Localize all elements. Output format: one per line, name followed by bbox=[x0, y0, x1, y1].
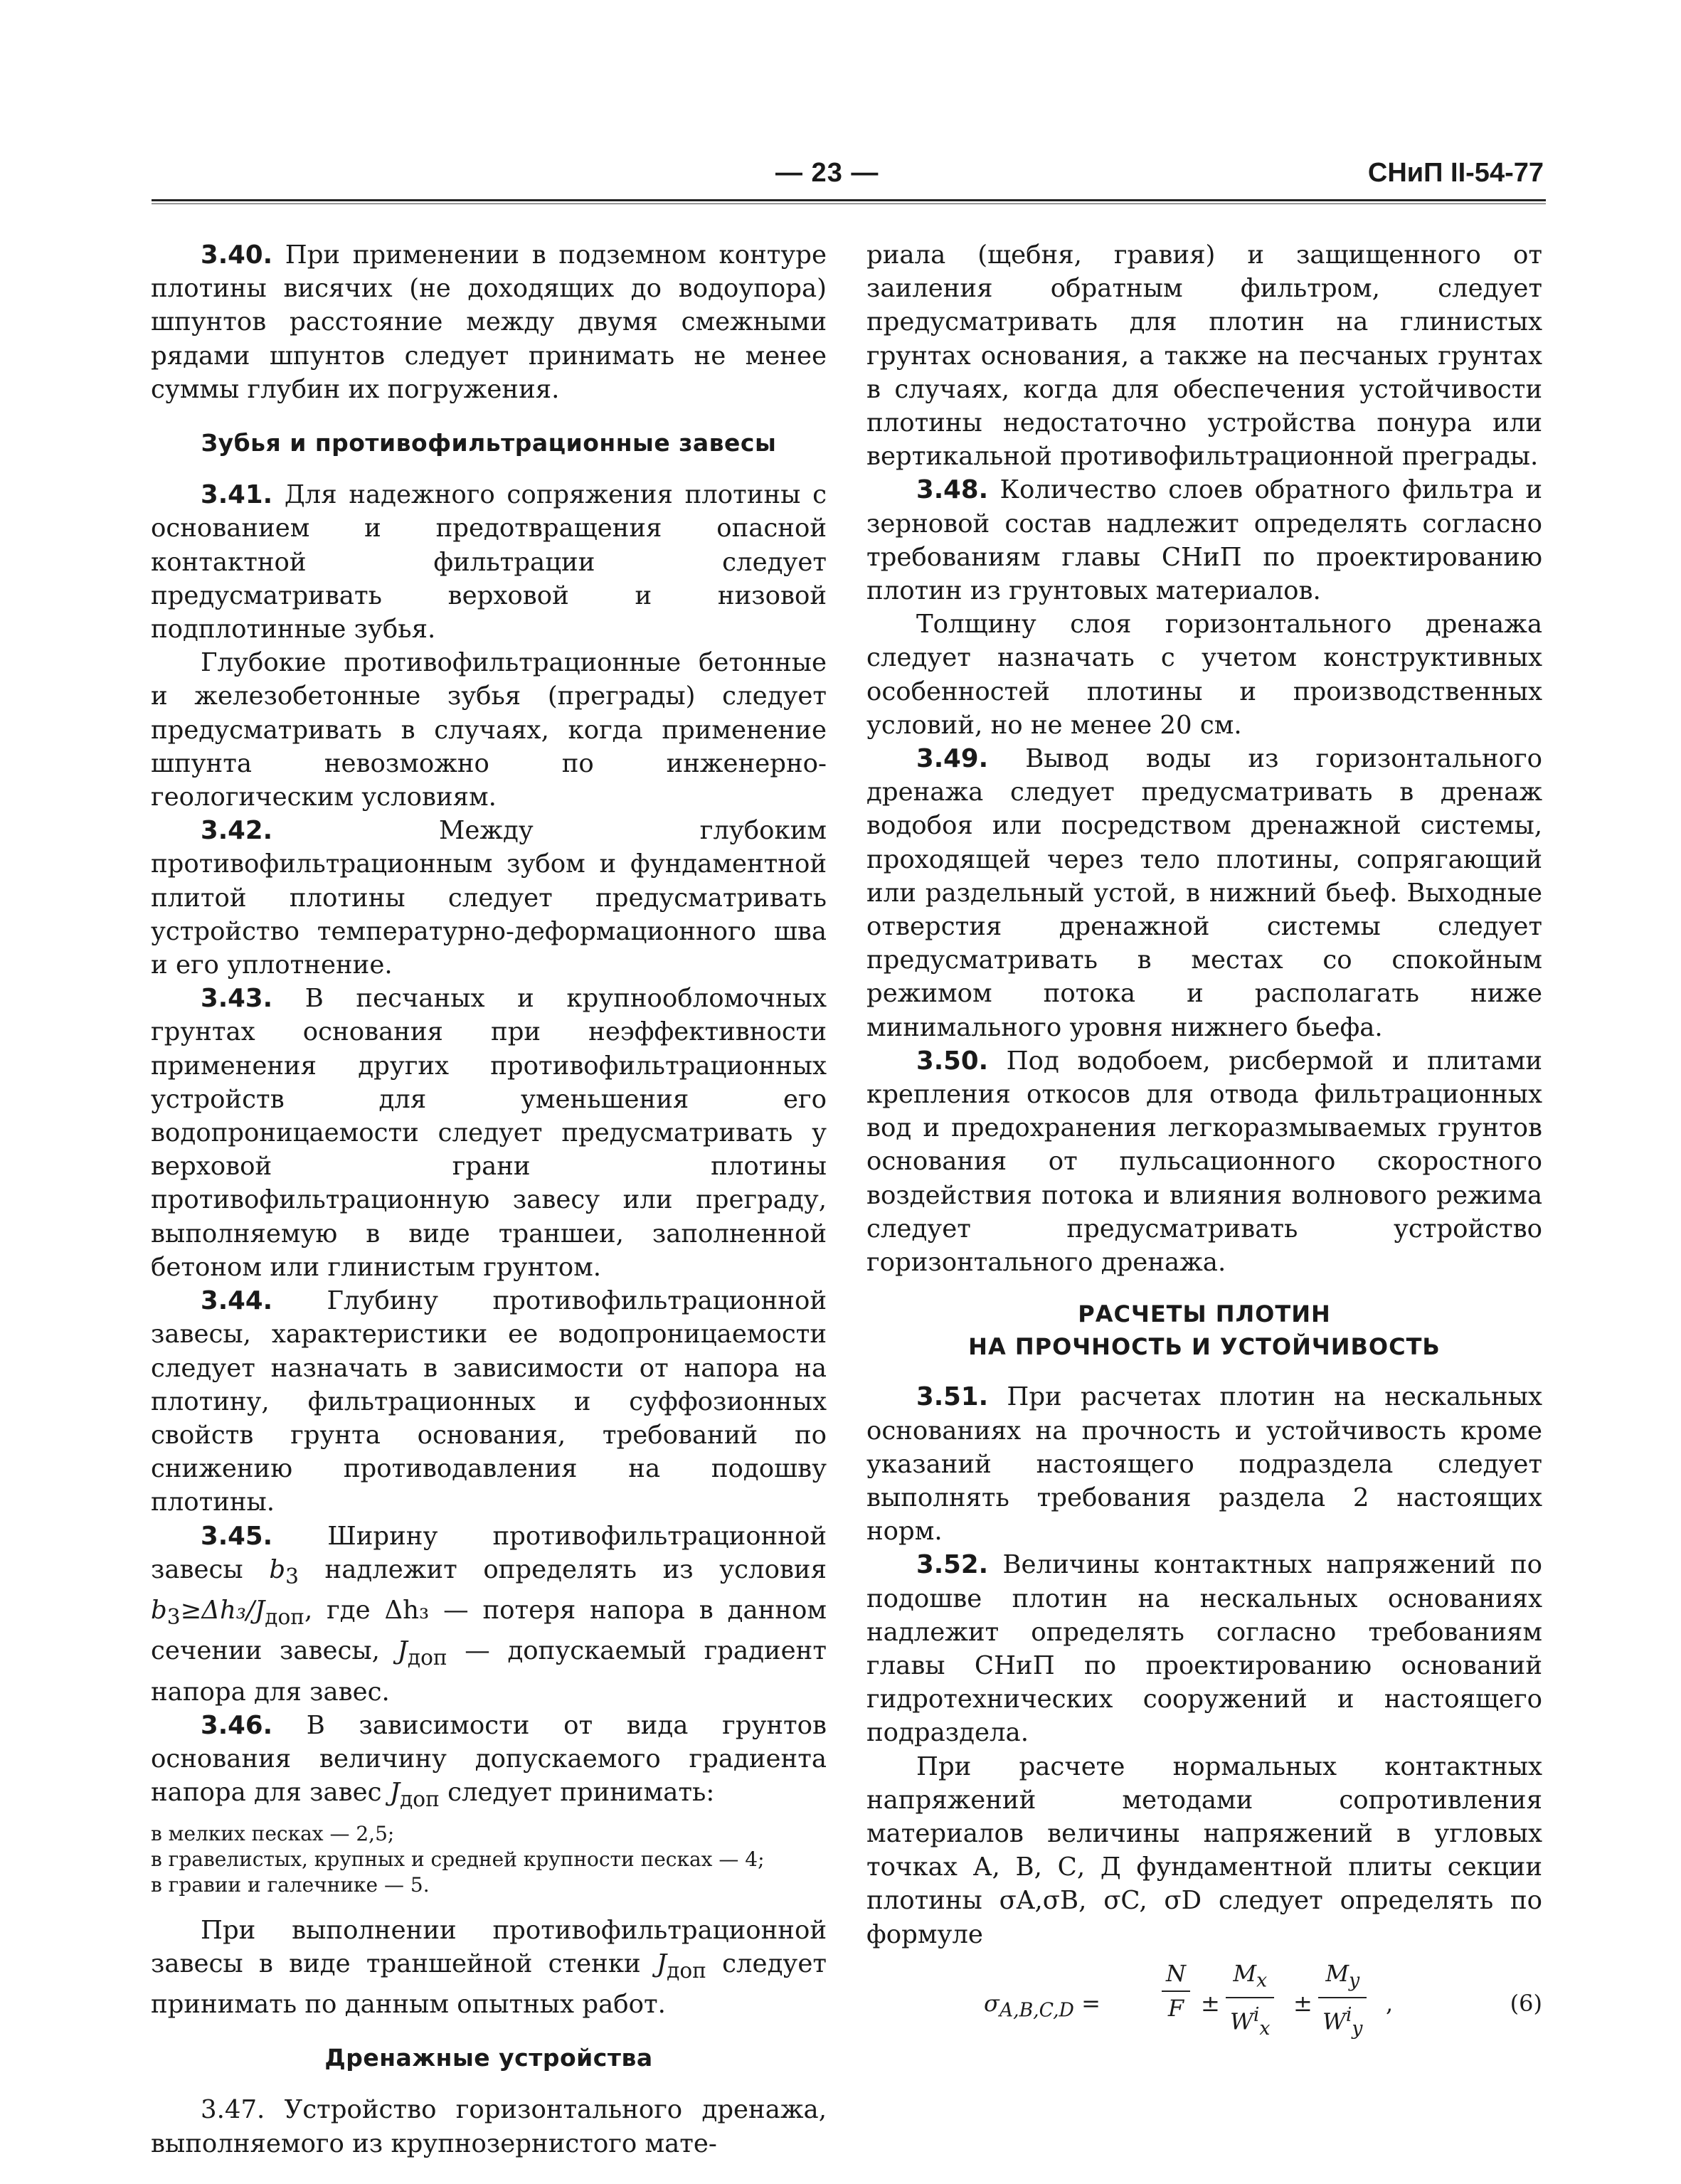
paragraph-3-46-c: При выполнении противофильтрационной завесы в виде траншейной стенки $J_{доп}$ следует принимать по данным опытных работ. bbox=[151, 1915, 827, 2020]
page-header bbox=[192, 158, 1544, 201]
list-item: в гравелистых, крупных и средней крупности песках — 4; bbox=[151, 1847, 765, 1871]
list-item: в мелких песках — 2,5; bbox=[151, 1821, 395, 1845]
header-rule bbox=[152, 199, 1546, 201]
section-heading-calculations bbox=[866, 1298, 1542, 1363]
paragraph-3-47-cont: риала (щебня, гравия) и защищенного от заиления обратным фильтром, следует предусматривать для плотин на глинистых грунтах основания, а также на песчаных грунтах в случаях, когда для обеспечения устойчивости плотины недостаточно устройства понура или вертикальной противофильтрационной преграды. bbox=[866, 240, 1542, 472]
paragraph-3-44: 3.44. Глубину противофильтрационной завесы, характеристики ее водопроницаемости следует назначать в зависимости от напора на плотину, фильтрационных и суффозионных свойств грунта основания, требований по снижению противодавления на подошву плотины. bbox=[151, 1286, 827, 1517]
paragraph-3-41: 3.41. Для надежного сопряжения плотины с основанием и предотвращения опасной контактной фильтрации следует предусматривать верховой и низовой подплотинные зубья. bbox=[151, 480, 827, 645]
equation-number: (6) bbox=[1510, 1989, 1542, 2017]
paragraph-3-48-b: Толщину слоя горизонтального дренажа следует назначать с учетом конструктивных особенностей плотины и производственных условий, но не менее 20 см. bbox=[866, 610, 1542, 740]
header-rule-thin bbox=[152, 203, 1546, 204]
section-heading-teeth: Зубья и противофильтрационные завесы bbox=[201, 429, 777, 457]
paragraph-3-45: 3.45. Ширину противофильтрационной завесы $b_3$ надлежит определять из условия $b_3\ge\Delta h_3/J_{доп}$, где Δh₃ — потеря напора в данном сечении завесы, $J_{доп}$ — допускаемый градиент напора для завес. bbox=[151, 1521, 827, 1707]
paragraph-3-50: 3.50. Под водобоем, рисбермой и плитами крепления откосов для отвода фильтрационных вод и предохранения легкоразмываемых грунтов основания от пульсационного скоростного воздействия потока и влияния волнового режима следует предусматривать устройство горизонтального дренажа. bbox=[866, 1046, 1542, 1278]
plus-minus: ± bbox=[1293, 1989, 1313, 2017]
fraction-mx-wx: $M_x$ $W^i_x$ bbox=[1226, 1957, 1274, 2046]
list-item: в гравии и галечнике — 5. bbox=[151, 1872, 430, 1897]
paragraph-3-52-b: При расчете нормальных контактных напряжений методами сопротивления материалов величины напряжений в угловых точках А, В, С, Д фундаментной плиты секции плотины σA,σB, σC, σD следует определять по формуле bbox=[866, 1751, 1542, 1949]
paragraph-3-40: 3.40. При применении в подземном контуре плотины висячих (не доходящих до водоупора) шпунтов расстояние между двумя смежными рядами шпунтов следует принимать не менее суммы глубин их погружения. bbox=[151, 240, 827, 404]
paragraph-3-52: 3.52. Величины контактных напряжений по подошве плотин на нескальных основаниях надлежит определять согласно требованиям главы СНиП по проектированию оснований гидротехнических сооружений и настоящего подраздела. bbox=[866, 1550, 1542, 1748]
paragraph-3-51: 3.51. При расчетах плотин на нескальных основаниях на прочность и устойчивость кроме указаний настоящего подраздела следует выполнять требования раздела 2 настоящих норм. bbox=[866, 1382, 1542, 1547]
page-number: — 23 — bbox=[775, 158, 879, 188]
plus-minus: ± bbox=[1201, 1989, 1220, 2017]
section-heading-drainage: Дренажные устройства bbox=[324, 2044, 653, 2072]
paragraph-3-41-b: Глубокие противофильтрационные бетонные и железобетонные зубья (преграды) следует предусматривать в случаях, когда применение шпунта невозможно по инженерно-геологическим условиям. bbox=[151, 648, 827, 812]
paragraph-3-43: 3.43. В песчаных и крупнообломочных грунтах основания при неэффективности применения других противофильтрационных устройств для уменьшения его водопроницаемости следует предусматривать у верховой грани плотины противофильтрационную завесу или преграду, выполняемую в виде траншеи, заполненной бетоном или глинистым грунтом. bbox=[151, 984, 827, 1282]
paragraph-3-47: 3.47. Устройство горизонтального дренажа, выполняемого из крупнозернистого мате- bbox=[151, 2095, 827, 2158]
paragraph-3-46: 3.46. В зависимости от вида грунтов основания величину допускаемого градиента напора для завес $J_{доп}$ следует принимать: bbox=[151, 1710, 827, 1812]
section-heading-line-2: НА ПРОЧНОСТЬ И УСТОЙЧИВОСТЬ bbox=[968, 1333, 1441, 1361]
fraction-my-wy: $M_y$ $W^i_y$ bbox=[1318, 1957, 1367, 2046]
paragraph-3-48: 3.48. Количество слоев обратного фильтра и зерновой состав надлежит определять согласно требованиям главы СНиП по проектированию плотин из грунтовых материалов. bbox=[866, 475, 1542, 606]
formula-comma: , bbox=[1386, 1989, 1394, 2017]
document-code: СНиП II-54-77 bbox=[1367, 158, 1544, 188]
paragraph-3-42: 3.42. Между глубоким противофильтрационным зубом и фундаментной плитой плотины следует предусматривать устройство температурно-деформационного шва и его уплотнение. bbox=[151, 816, 827, 980]
right-column bbox=[866, 238, 1542, 2042]
fraction-n-f: $\frac{N}{F}$ bbox=[1162, 1957, 1190, 2025]
formula-6 bbox=[866, 1957, 1542, 2042]
formula-lhs: $\sigma_{A,B,C,D}$ = bbox=[984, 1989, 1101, 2022]
left-column bbox=[151, 238, 827, 2161]
gradient-list bbox=[151, 1821, 827, 1898]
section-heading-line-1: РАСЧЕТЫ ПЛОТИН bbox=[1078, 1300, 1331, 1328]
paragraph-3-49: 3.49. Вывод воды из горизонтального дренажа следует предусматривать в дренаж водобоя или посредством дренажной системы, проходящей через тело плотины, сопрягающий или раздельный устой, в нижний бьеф. Выходные отверстия дренажной системы следует предусматривать в местах со спокойным режимом потока и располагать ниже минимального уровня нижнего бьефа. bbox=[866, 744, 1542, 1042]
